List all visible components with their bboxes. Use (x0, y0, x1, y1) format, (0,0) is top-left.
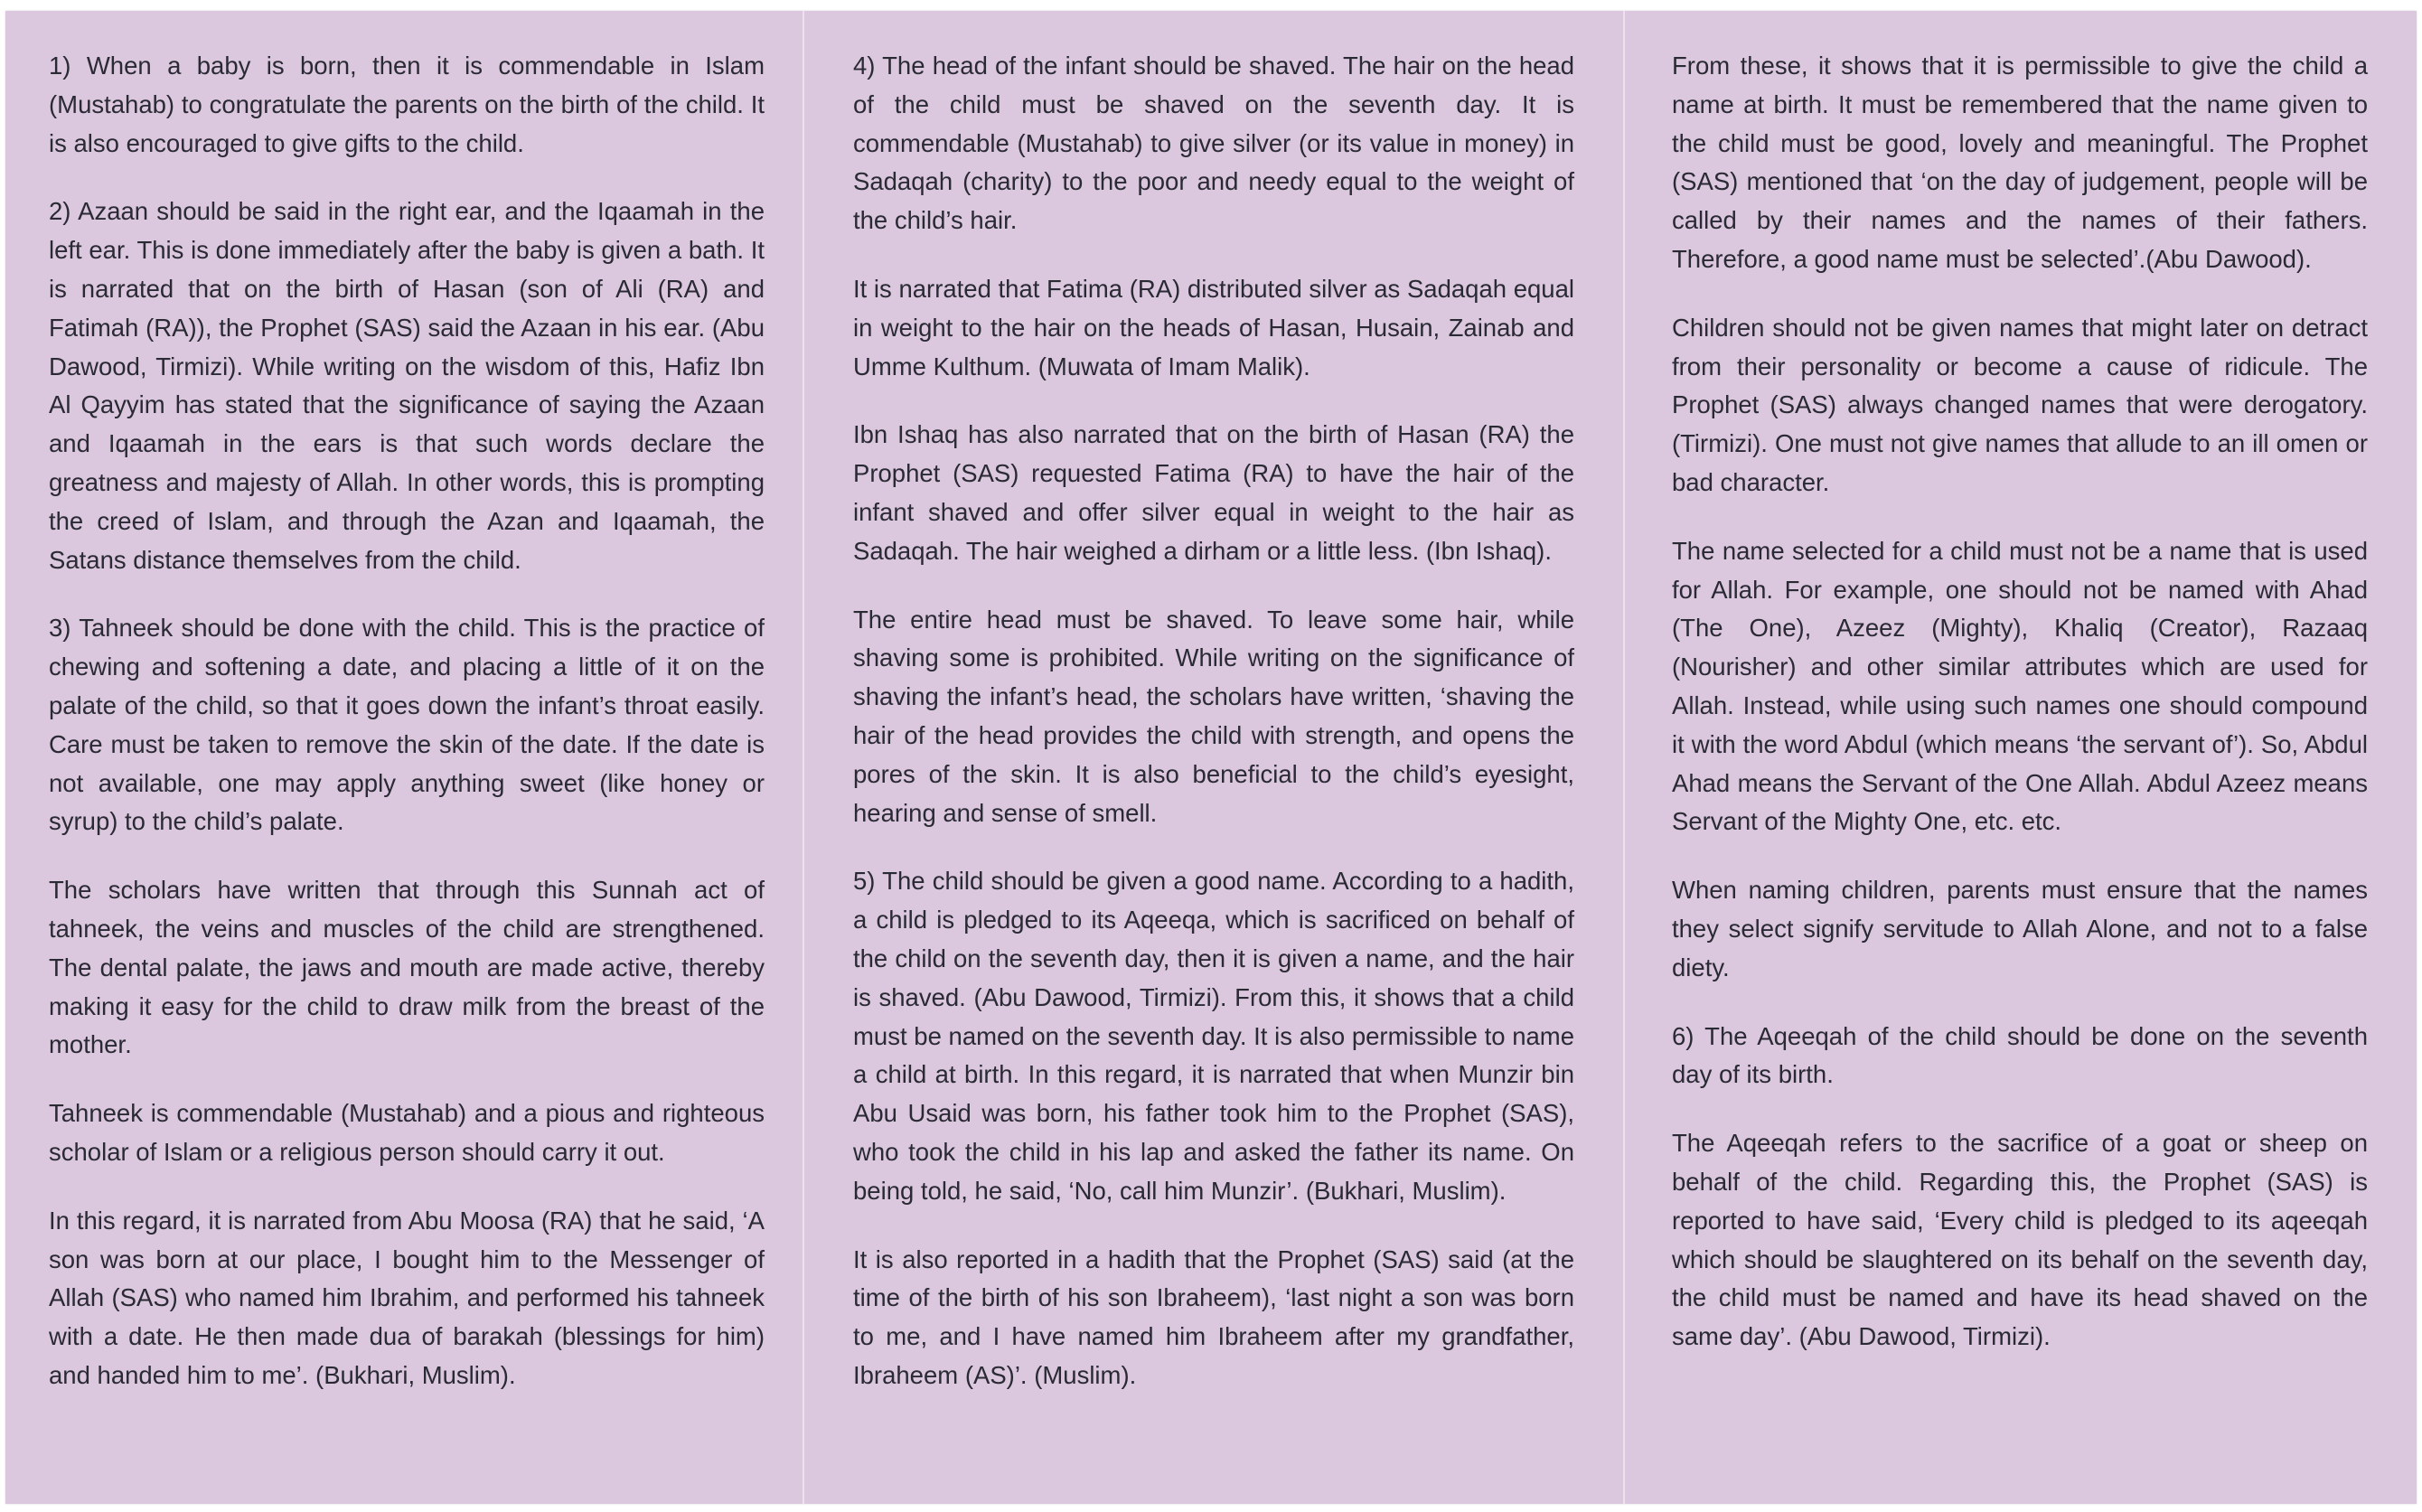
panel-middle (853, 47, 1574, 1425)
paragraph: The name selected for a child must not be a name that is used for Allah. For example, one should not be named with Ahad (The One), Azeez (Mighty), Khaliq (Creator), Razaaq (Nourisher) and other similar attributes which are used for Allah. Instead, while using such names one should compound it with the word Abdul (which means ‘the servant of’). So, Abdul Ahad means the Servant of the One Allah. Abdul Azeez means Servant of the Mighty One, etc. etc. (1672, 536, 2368, 836)
paragraph: 1) When a baby is born, then it is commendable in Islam (Mustahab) to congratulate the parents on the birth of the child. It is also encouraged to give gifts to the child. (49, 52, 765, 157)
fold-line-left (803, 11, 804, 1504)
brochure-sheet (5, 11, 2417, 1504)
fold-line-right (1623, 11, 1625, 1504)
panel-right (1672, 47, 2368, 1386)
paragraph: 2) Azaan should be said in the right ear, and the Iqaamah in the left ear. This is done immediately after the baby is given a bath. It is narrated that on the birth of Hasan (son of Ali (RA) and Fatimah (RA)), the Prophet (SAS) said the Azaan in his ear. (Abu Dawood, Tirmizi). While writing on the wisdom of this, Hafiz Ibn Al Qayyim has stated that the significance of saying the Azaan and Iqaamah in the ears is that such words declare the greatness and majesty of Allah. In other words, this is prompting the creed of Islam, and through the Azan and Iqaamah, the Satans distance themselves from the child. (49, 197, 765, 574)
paragraph: Ibn Ishaq has also narrated that on the birth of Hasan (RA) the Prophet (SAS) requested Fatima (RA) to have the hair of the infant shaved and offer silver equal in weight to the hair as Sadaqah. The hair weighed a dirham or a little less. (Ibn Ishaq). (853, 420, 1574, 565)
paragraph: When naming children, parents must ensure that the names they select signify servitude to Allah Alone, and not to a false diety. (1672, 876, 2368, 981)
paragraph: Children should not be given names that might later on detract from their personality or become a cause of ridicule. The Prophet (SAS) always changed names that were derogatory. (Tirmizi). One must not give names that allude to an ill omen or bad character. (1672, 313, 2368, 496)
paragraph: 5) The child should be given a good name. According to a hadith, a child is pledged to its Aqeeqa, which is sacrificed on behalf of the child on the seventh day, then it is given a name, and the hair is shaved. (Abu Dawood, Tirmizi). From this, it shows that a child must be named on the seventh day. It is also permissible to name a child at birth. In this regard, it is narrated that when Munzir bin Abu Usaid was born, his father took him to the Prophet (SAS), who took the child in his lap and asked the father its name. On being told, he said, ‘No, call him Munzir’. (Bukhari, Muslim). (853, 867, 1574, 1205)
paragraph: 3) Tahneek should be done with the child. This is the practice of chewing and softening a date, and placing a little of it on the palate of the child, so that it goes down the infant’s throat easily. Care must be taken to remove the skin of the date. If the date is not available, one may apply anything sweet (like honey or syrup) to the child’s palate. (49, 614, 765, 836)
panel-left (49, 47, 765, 1425)
paragraph: The entire head must be shaved. To leave some hair, while shaving some is prohibited. While writing on the significance of shaving the infant’s head, the scholars have written, ‘shaving the hair of the head provides the child with strength, and opens the pores of the skin. It is also beneficial to the child’s eyesight, hearing and sense of smell. (853, 605, 1574, 827)
paragraph: From these, it shows that it is permissible to give the child a name at birth. It must be remembered that the name given to the child must be good, lovely and meaningful. The Prophet (SAS) mentioned that ‘on the day of judgement, people will be called by their names and the names of their fathers. Therefore, a good name must be selected’.(Abu Dawood). (1672, 52, 2368, 273)
paragraph: 4) The head of the infant should be shaved. The hair on the head of the child must be shaved on the seventh day. It is commendable (Mustahab) to give silver (or its value in money) in Sadaqah (charity) to the poor and needy equal to the weight of the child’s hair. (853, 52, 1574, 235)
paragraph: The Aqeeqah refers to the sacrifice of a goat or sheep on behalf of the child. Regarding this, the Prophet (SAS) is reported to have said, ‘Every child is pledged to its aqeeqah which should be slaughtered on its behalf on the seventh day, the child must be named and have its head shaved on the same day’. (Abu Dawood, Tirmizi). (1672, 1129, 2368, 1351)
paragraph: It is narrated that Fatima (RA) distributed silver as Sadaqah equal in weight to the hair on the heads of Hasan, Husain, Zainab and Umme Kulthum. (Muwata of Imam Malik). (853, 274, 1574, 380)
paragraph: 6) The Aqeeqah of the child should be done on the seventh day of its birth. (1672, 1021, 2368, 1089)
paragraph: Tahneek is commendable (Mustahab) and a pious and righteous scholar of Islam or a religious person should carry it out. (49, 1099, 765, 1166)
paragraph: In this regard, it is narrated from Abu Moosa (RA) that he said, ‘A son was born at our place, I bought him to the Messenger of Allah (SAS) who named him Ibrahim, and performed his tahneek with a date. He then made dua of barakah (blessings for him) and handed him to me’. (Bukhari, Muslim). (49, 1206, 765, 1389)
paragraph: The scholars have written that through this Sunnah act of tahneek, the veins and muscles of the child are strengthened. The dental palate, the jaws and mouth are made active, thereby making it easy for the child to draw milk from the breast of the mother. (49, 876, 765, 1059)
paragraph: It is also reported in a hadith that the Prophet (SAS) said (at the time of the birth of his son Ibraheem), ‘last night a son was born to me, and I have named him Ibraheem after my grandfather, Ibraheem (AS)’. (Muslim). (853, 1244, 1574, 1389)
